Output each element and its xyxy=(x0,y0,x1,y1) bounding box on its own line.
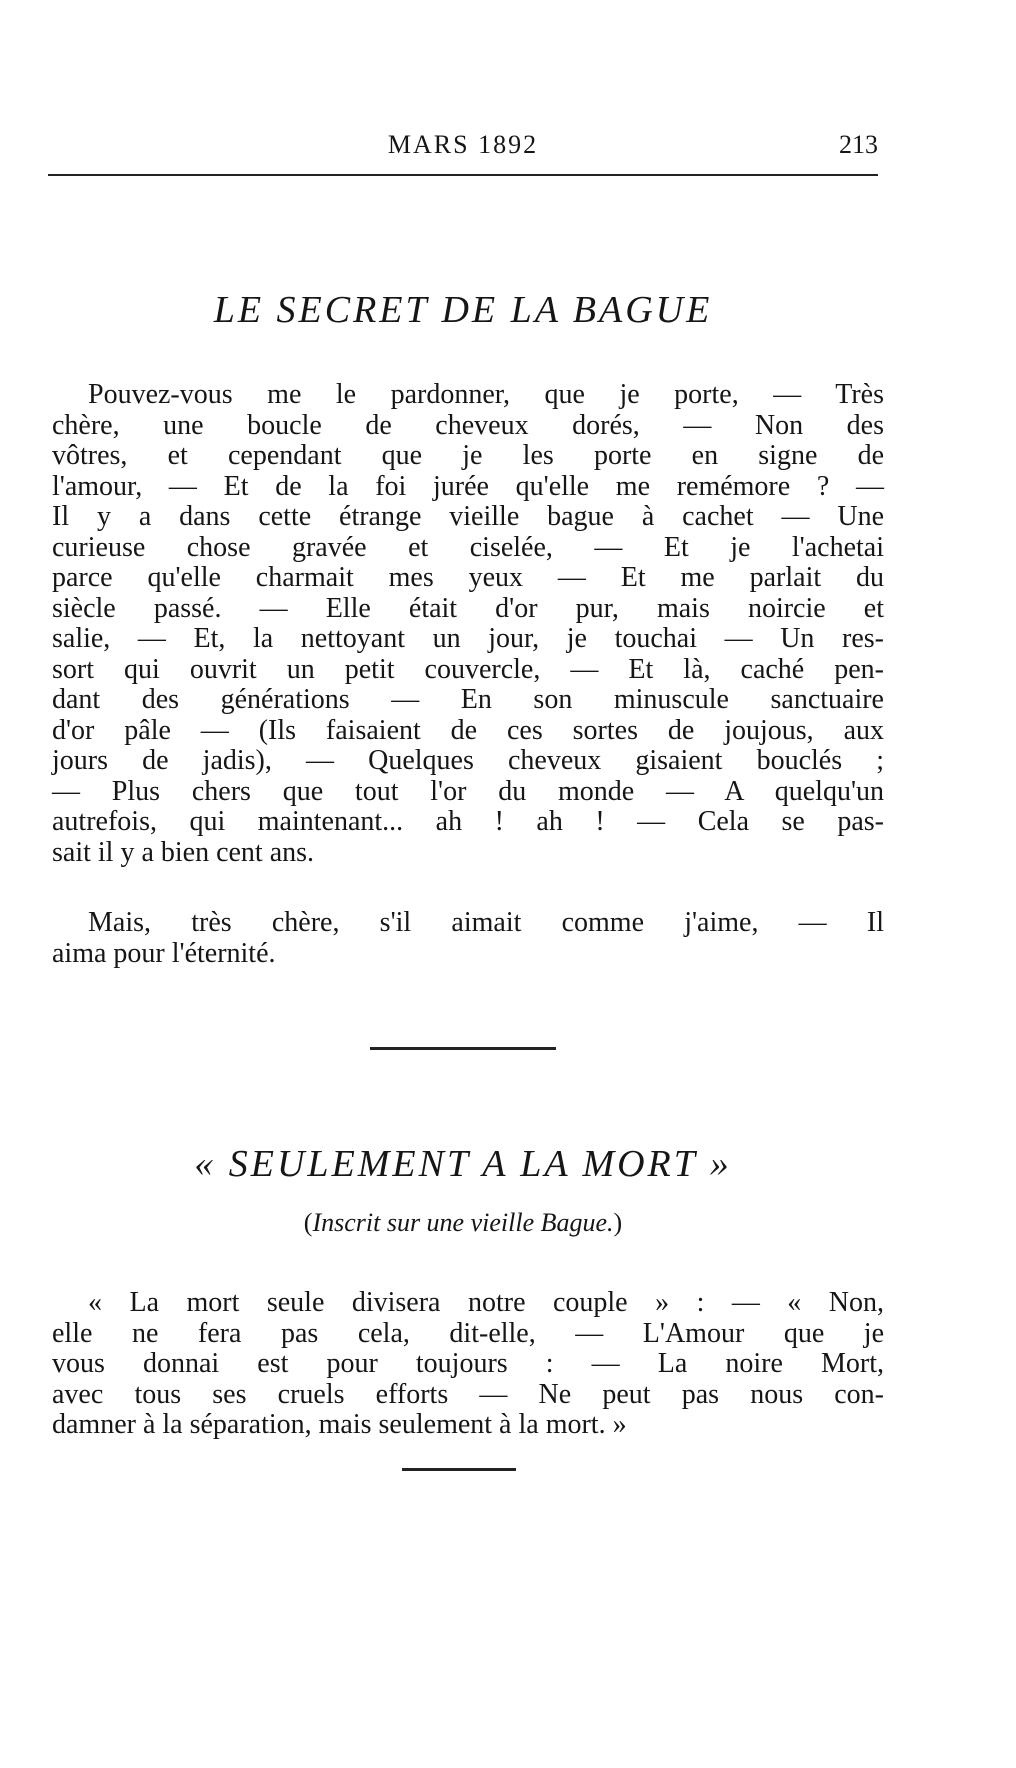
page-number: 213 xyxy=(839,130,878,159)
poem-line: « La mort seule divisera notre couple » : — « Non, xyxy=(88,1287,884,1318)
poem-line: parce qu'elle charmait mes yeux — Et me parlait du xyxy=(52,562,884,593)
poem-line: sait il y a bien cent ans. xyxy=(52,836,315,868)
header-rule xyxy=(48,174,878,176)
poem1-stanza-1 xyxy=(52,380,884,868)
poem-title-seulement-a-la-mort: « SEULEMENT A LA MORT » xyxy=(194,1143,732,1185)
poem-line: siècle passé. — Elle était d'or pur, mais noircie et xyxy=(52,592,884,624)
poem-line: jours de jadis), — Quelques cheveux gisaient bouclés ; xyxy=(52,745,884,776)
poem-line: damner à la séparation, mais seulement à la mort. » xyxy=(52,1409,627,1440)
poem-subtitle xyxy=(48,1208,878,1238)
section-separator xyxy=(370,1047,556,1050)
page-header xyxy=(48,130,878,180)
poem-line: avec tous ses cruels efforts — Ne peut pas nous con- xyxy=(52,1378,884,1410)
poem-line: curieuse chose gravée et ciselée, — Et je l'achetai xyxy=(52,531,884,563)
poem-line: autrefois, qui maintenant... ah ! ah ! — Cela se pas- xyxy=(52,806,884,837)
poem-line: vôtres, et cependant que je les porte en signe de xyxy=(52,440,884,471)
poem-line: Mais, très chère, s'il aimait comme j'aime, — Il xyxy=(88,907,884,938)
poem-line: chère, une boucle de cheveux dorés, — Non des xyxy=(52,409,884,441)
poem2-stanza-1 xyxy=(52,1288,884,1441)
poem-line: d'or pâle — (Ils faisaient de ces sortes de joujous, aux xyxy=(52,714,884,746)
poem-line: elle ne fera pas cela, dit-elle, — L'Amour que je xyxy=(52,1317,884,1349)
poem-line: l'amour, — Et de la foi jurée qu'elle me remémore ? — xyxy=(52,470,884,502)
subtitle-open-paren: ( xyxy=(303,1208,313,1237)
poem-line: — Plus chers que tout l'or du monde — A quelqu'un xyxy=(52,775,884,807)
poem-line: salie, — Et, la nettoyant un jour, je touchai — Un res- xyxy=(52,623,884,654)
poem-line: sort qui ouvrit un petit couvercle, — Et là, caché pen- xyxy=(52,653,884,685)
poem-line: dant des générations — En son minuscule sanctuaire xyxy=(52,684,884,715)
poem1-stanza-2 xyxy=(52,908,884,969)
poem-line: aima pour l'éternité. xyxy=(52,937,276,969)
subtitle-close-paren: ) xyxy=(613,1208,623,1237)
end-separator xyxy=(402,1468,516,1471)
poem-line: Pouvez-vous me le pardonner, que je porte, — Très xyxy=(88,379,884,410)
poem-line: vous donnai est pour toujours : — La noire Mort, xyxy=(52,1348,884,1379)
poem-line: Il y a dans cette étrange vieille bague à cachet — Une xyxy=(52,501,884,532)
subtitle-text: Inscrit sur une vieille Bague. xyxy=(312,1208,614,1237)
poem-title-secret-de-la-bague: LE SECRET DE LA BAGUE xyxy=(213,289,713,331)
running-title: MARS 1892 xyxy=(387,130,539,159)
